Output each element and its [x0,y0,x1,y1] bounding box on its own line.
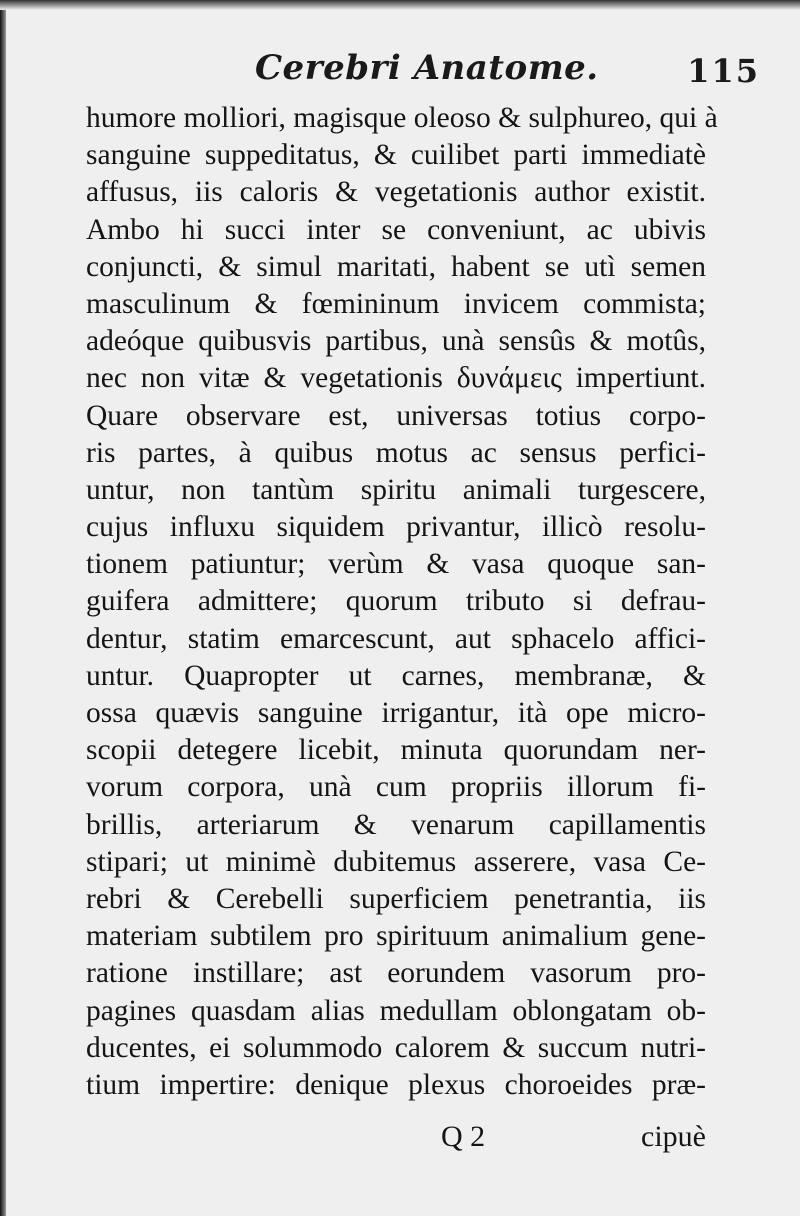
page-footer [86,1120,706,1160]
text-line: untur. Quapropter ut carnes, membranæ, & [86,659,706,692]
text-line: pagines quasdam alias medullam oblongatam ob- [86,994,706,1027]
text-line: masculinum & fœmininum invicem commista; [86,287,706,320]
page-edge-shadow [0,0,6,1216]
text-line: nec non vitæ & vegetationis δυνάμεις impertiunt. [86,362,706,395]
page-number: 115 [687,52,760,90]
page-header [80,48,770,98]
text-line: tium impertire: denique plexus choroeides præ- [86,1068,706,1101]
text-line: adeóque quibusvis partibus, unà sensûs & motûs, [86,325,706,358]
text-line: untur, non tantùm spiritu animali turgescere, [86,473,706,506]
text-line: Ambo hi succi inter se conveniunt, ac ubivis [86,213,706,246]
running-title: Cerebri Anatome. [255,48,599,88]
text-line: tionem patiuntur; verùm & vasa quoque san- [86,548,706,581]
body-text [86,100,718,1104]
text-line: affusus, iis caloris & vegetationis author existit. [86,176,706,209]
text-line: dentur, statim emarcescunt, aut sphacelo affici- [86,622,706,655]
text-line: Quare observare est, universas totius corpo- [86,399,706,432]
text-line: guifera admittere; quorum tributo si defrau- [86,585,706,618]
catchword: cipuè [641,1120,706,1153]
signature-mark: Q 2 [441,1120,486,1153]
text-line: cujus influxu siquidem privantur, illicò resolu- [86,511,706,544]
text-line: conjuncti, & simul maritati, habent se utì semen [86,250,706,283]
page-top-shadow [0,0,800,10]
text-line: sanguine suppeditatus, & cuilibet parti immediatè [86,139,706,172]
text-line: ratione instillare; ast eorundem vasorum pro- [86,957,706,990]
text-line: ossa quævis sanguine irrigantur, ità ope micro- [86,697,706,729]
text-line: scopii detegere licebit, minuta quorundam ner- [86,734,706,767]
text-line: vorum corpora, unà cum propriis illorum fi- [86,771,706,804]
text-line: materiam subtilem pro spirituum animalium gene- [86,920,706,953]
text-line: ris partes, à quibus motus ac sensus perfici- [86,436,706,469]
text-line: ducentes, ei solummodo calorem & succum nutri- [86,1031,706,1064]
text-line: humore molliori, magisque oleoso & sulphureo, qui à [86,102,718,134]
text-line: rebri & Cerebelli superficiem penetrantia, iis [86,882,706,915]
text-line: brillis, arteriarum & venarum capillamentis [86,808,706,841]
text-line: stipari; ut minimè dubitemus asserere, vasa Ce- [86,845,706,878]
